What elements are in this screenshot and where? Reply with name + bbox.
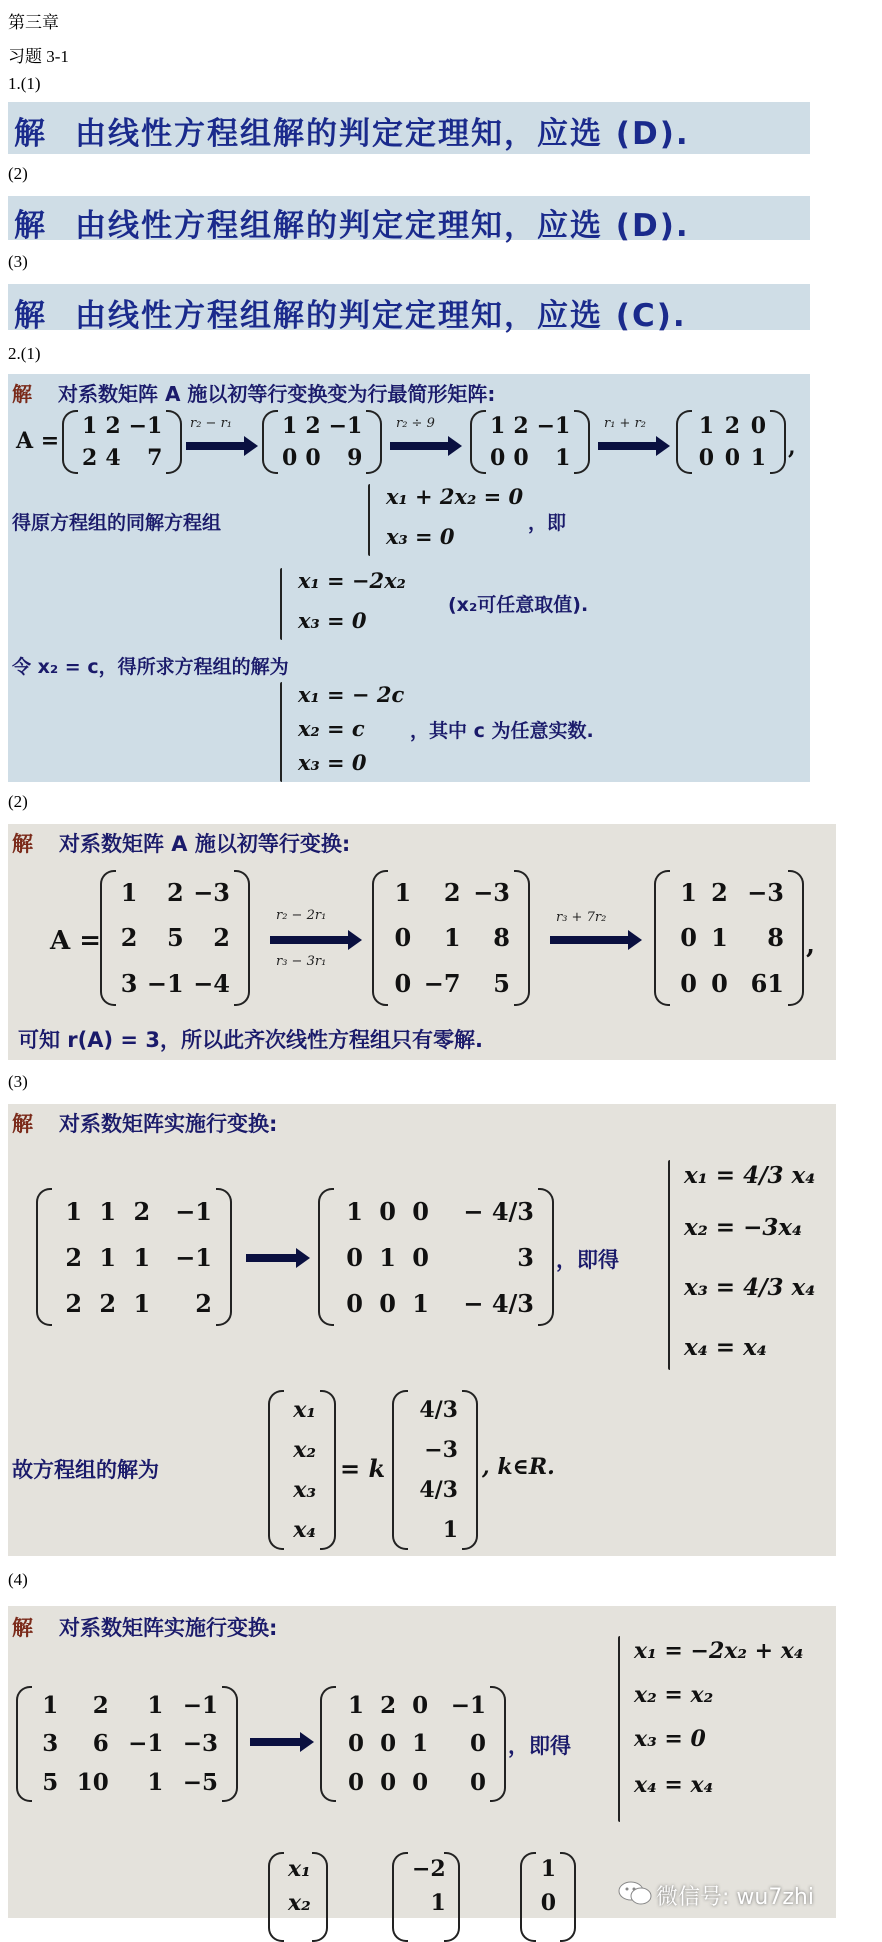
matrix: 1 2 −3 2 5 2 3 −1 −4 [100,870,250,1006]
equation: x₁ + 2x₂ = 0 [386,484,524,509]
row-op-label: r₃ + 7r₂ [556,910,607,925]
text-line: 令 x₂ = c，得所求方程组的解为 [12,656,289,678]
equals-k: = k [340,1454,386,1483]
solution-intro: 解 对系数矩阵 A 施以初等行变换: [12,832,351,856]
brace-icon [280,682,282,782]
wechat-icon [618,1880,652,1906]
row-op-label: r₃ − 3r₁ [276,954,327,969]
vector: 1 0 [520,1852,576,1942]
vector: x₁ x₂ [268,1852,328,1942]
matrix: 1 2 0 −1 0 0 1 0 0 0 0 0 [320,1686,506,1802]
text-line: ，其中 c 为任意实数. [410,720,594,742]
arrow-icon [186,442,246,450]
answer-text: 解 由线性方程组解的判定定理知，应选 (D). [14,208,690,244]
exercise-heading: 习题 3-1 [8,47,69,66]
matrix-label: A = [50,926,102,956]
equation: x₁ = 4/3 x₄ [684,1162,816,1189]
question-label: (2) [8,792,28,811]
matrix: 1 2 −1 0 0 9 [262,410,382,474]
equation: x₁ = −2x₂ + x₄ [634,1638,804,1664]
answer-text: 解 由线性方程组解的判定定理知，应选 (D). [14,116,690,152]
vector: −2 1 [392,1852,460,1942]
comma: , [788,434,796,460]
arrow-icon [250,1738,302,1746]
text-line: 故方程组的解为 [12,1458,159,1482]
text-line: 可知 r(A) = 3，所以此齐次线性方程组只有零解. [18,1028,483,1052]
answer-text: 解 由线性方程组解的判定定理知，应选 (C). [14,298,687,334]
equation: x₃ = 0 [298,750,367,775]
text-line: , k∈R. [482,1454,555,1480]
question-label: (2) [8,164,28,183]
arrow-icon [598,442,658,450]
solution-intro: 解 对系数矩阵 A 施以初等行变换变为行最简形矩阵: [12,382,496,406]
equation: x₂ = −3x₄ [684,1214,803,1241]
brace-icon [618,1636,620,1822]
row-op-label: r₁ + r₂ [604,416,647,431]
equation: x₂ = x₂ [634,1682,714,1708]
row-op-label: r₂ ÷ 9 [396,416,435,431]
equation: x₃ = 4/3 x₄ [684,1274,816,1301]
question-label: 1.(1) [8,74,41,93]
text-line: ，即得 [556,1248,619,1272]
watermark-text: 微信号: wu7zhi [656,1885,814,1910]
equation: x₄ = x₄ [684,1334,767,1361]
matrix: 1 2 0 0 0 1 [676,410,786,474]
chapter-heading: 第三章 [8,13,59,32]
matrix-label: A = [16,428,60,454]
matrix: 1 0 0 − 4/3 0 1 0 3 0 0 1 − 4/3 [318,1188,554,1326]
matrix [62,410,182,474]
solution-intro: 解 对系数矩阵实施行变换: [12,1616,278,1640]
question-label: (3) [8,1072,28,1091]
equation: x₃ = 0 [634,1726,706,1752]
arrow-icon [390,442,450,450]
text-line: ，即 [528,512,567,534]
text-line: ，即得 [508,1734,571,1758]
equation: x₃ = 0 [386,524,455,549]
vector: 4/3 −3 4/3 1 [392,1390,478,1550]
matrix: 1 2 1 −1 3 6 −1 −3 5 10 1 −5 [16,1686,238,1802]
matrix: 1 1 2 −1 2 1 1 −1 2 2 1 2 [36,1188,232,1326]
arrow-icon [246,1254,298,1262]
equation: x₁ = − 2c [298,682,405,707]
brace-icon [280,568,282,640]
text-line: 得原方程组的同解方程组 [12,512,222,534]
arrow-icon [270,936,350,944]
row-op-label: r₂ − 2r₁ [276,908,327,923]
equation: x₁ = −2x₂ [298,568,406,593]
question-label: (4) [8,1570,28,1589]
equation: x₄ = x₄ [634,1772,714,1798]
arrow-icon [550,936,630,944]
matrix: 1 2 −3 0 1 8 0 0 61 [654,870,804,1006]
equation: x₃ = 0 [298,608,367,633]
vector: x₁ x₂ x₃ x₄ [268,1390,336,1550]
question-label: 2.(1) [8,344,41,363]
matrix-1: 1 2 −1 2 4 7 [82,413,163,471]
matrix: 1 2 −1 0 0 1 [470,410,590,474]
comma: , [806,930,816,960]
brace-icon [368,484,370,556]
brace-icon [668,1160,670,1370]
matrix: 1 2 −3 0 1 8 0 −7 5 [372,870,530,1006]
equation: x₂ = c [298,716,365,741]
solution-intro: 解 对系数矩阵实施行变换: [12,1112,278,1136]
text-line: (x₂可任意取值). [448,594,589,616]
row-op-label: r₂ − r₁ [190,416,233,431]
question-label: (3) [8,252,28,271]
